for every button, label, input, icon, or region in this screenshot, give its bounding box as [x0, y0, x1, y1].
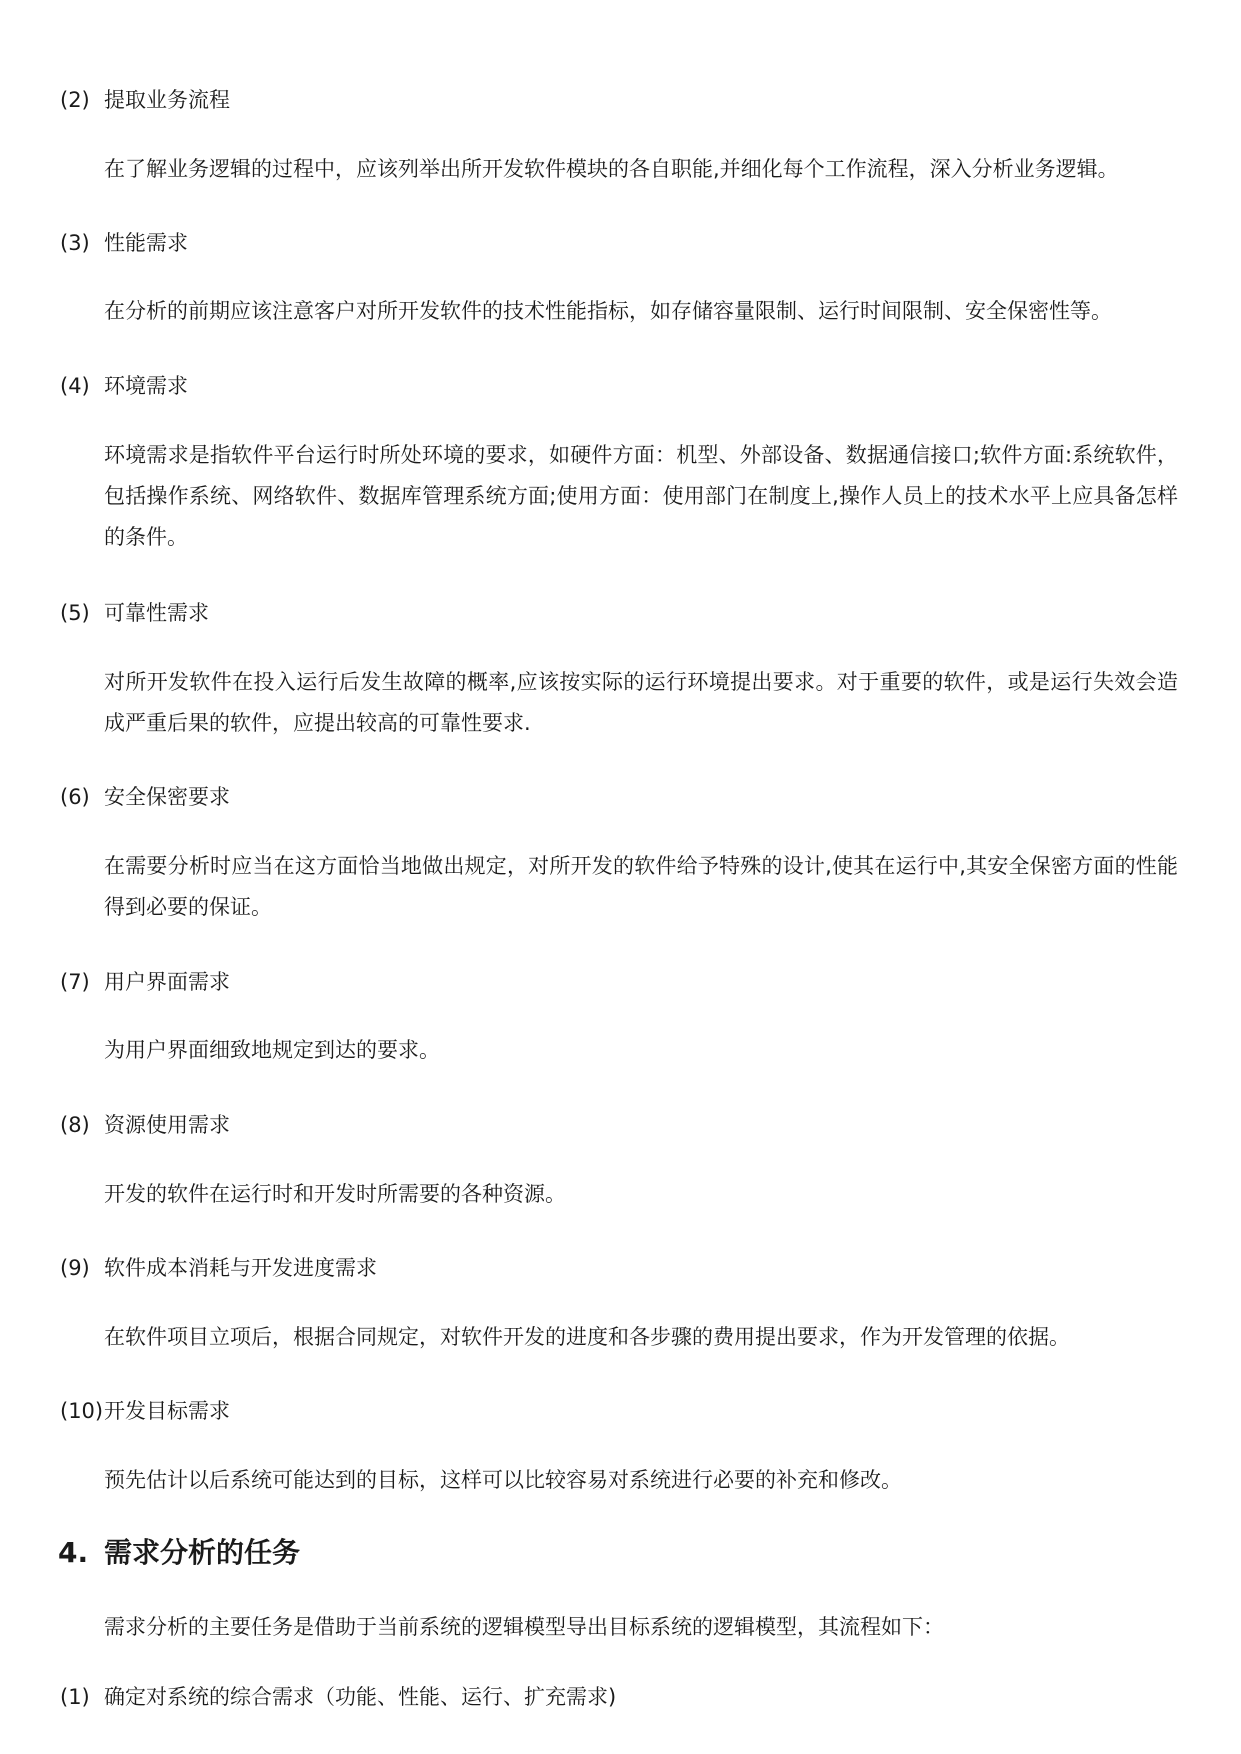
heading-number: 4. [58, 1536, 89, 1569]
section-number: (5) [60, 601, 90, 625]
section-title-10 [60, 1397, 230, 1425]
section-number: (6) [60, 785, 90, 809]
heading-body: 需求分析的主要任务是借助于当前系统的逻辑模型导出目标系统的逻辑模型，其流程如下： [104, 1615, 944, 1639]
section-title-text: 用户界面需求 [104, 970, 230, 994]
section-body-8: 开发的软件在运行时和开发时所需要的各种资源。 [104, 1182, 566, 1206]
section-title-7 [60, 968, 230, 996]
section-title-text: 可靠性需求 [104, 601, 209, 625]
list-item-number: (1) [60, 1685, 90, 1709]
section-title-9 [60, 1254, 377, 1282]
section-number: (9) [60, 1256, 90, 1280]
section-title-3 [60, 229, 188, 257]
section-body-3: 在分析的前期应该注意客户对所开发软件的技术性能指标，如存储容量限制、运行时间限制、安全保密性等。 [104, 299, 1112, 323]
section-body-10: 预先估计以后系统可能达到的目标，这样可以比较容易对系统进行必要的补充和修改。 [104, 1468, 902, 1492]
section-title-text: 性能需求 [104, 231, 188, 255]
section-body-6: 在需要分析时应当在这方面恰当地做出规定，对所开发的软件给予特殊的设计,使其在运行中,其安全保密方面的性能得到必要的保证。 [104, 854, 1178, 919]
section-body-2: 在了解业务逻辑的过程中，应该列举出所开发软件模块的各自职能,并细化每个工作流程，深入分析业务逻辑。 [104, 157, 1119, 181]
list-item-1 [60, 1683, 616, 1711]
section-title-2 [60, 86, 230, 114]
section-title-text: 环境需求 [104, 374, 188, 398]
section-title-text: 软件成本消耗与开发进度需求 [104, 1256, 377, 1280]
section-body-7: 为用户界面细致地规定到达的要求。 [104, 1038, 440, 1062]
section-number: (3) [60, 231, 90, 255]
section-body-9: 在软件项目立项后，根据合同规定，对软件开发的进度和各步骤的费用提出要求，作为开发管理的依据。 [104, 1325, 1070, 1349]
section-number: (7) [60, 970, 90, 994]
section-number: (10) [60, 1399, 104, 1423]
section-title-text: 开发目标需求 [104, 1399, 230, 1423]
section-title-text: 提取业务流程 [104, 88, 230, 112]
list-item-text: 确定对系统的综合需求（功能、性能、运行、扩充需求) [104, 1685, 617, 1709]
section-heading-4 [58, 1535, 300, 1571]
section-number: (8) [60, 1113, 90, 1137]
section-title-8 [60, 1111, 230, 1139]
section-number: (4) [60, 374, 90, 398]
section-title-text: 资源使用需求 [104, 1113, 230, 1137]
section-title-4 [60, 372, 188, 400]
section-title-5 [60, 599, 209, 627]
section-number: (2) [60, 88, 90, 112]
heading-title: 需求分析的任务 [104, 1536, 301, 1569]
section-title-6 [60, 783, 230, 811]
section-body-4: 环境需求是指软件平台运行时所处环境的要求，如硬件方面：机型、外部设备、数据通信接口;软件方面:系统软件，包括操作系统、网络软件、数据库管理系统方面;使用方面：使用部门在制度上,操作人员上的技术水平上应具备怎样的条件。 [104, 443, 1178, 549]
section-title-text: 安全保密要求 [104, 785, 230, 809]
section-body-5: 对所开发软件在投入运行后发生故障的概率,应该按实际的运行环境提出要求。对于重要的软件，或是运行失效会造成严重后果的软件，应提出较高的可靠性要求. [104, 670, 1178, 735]
